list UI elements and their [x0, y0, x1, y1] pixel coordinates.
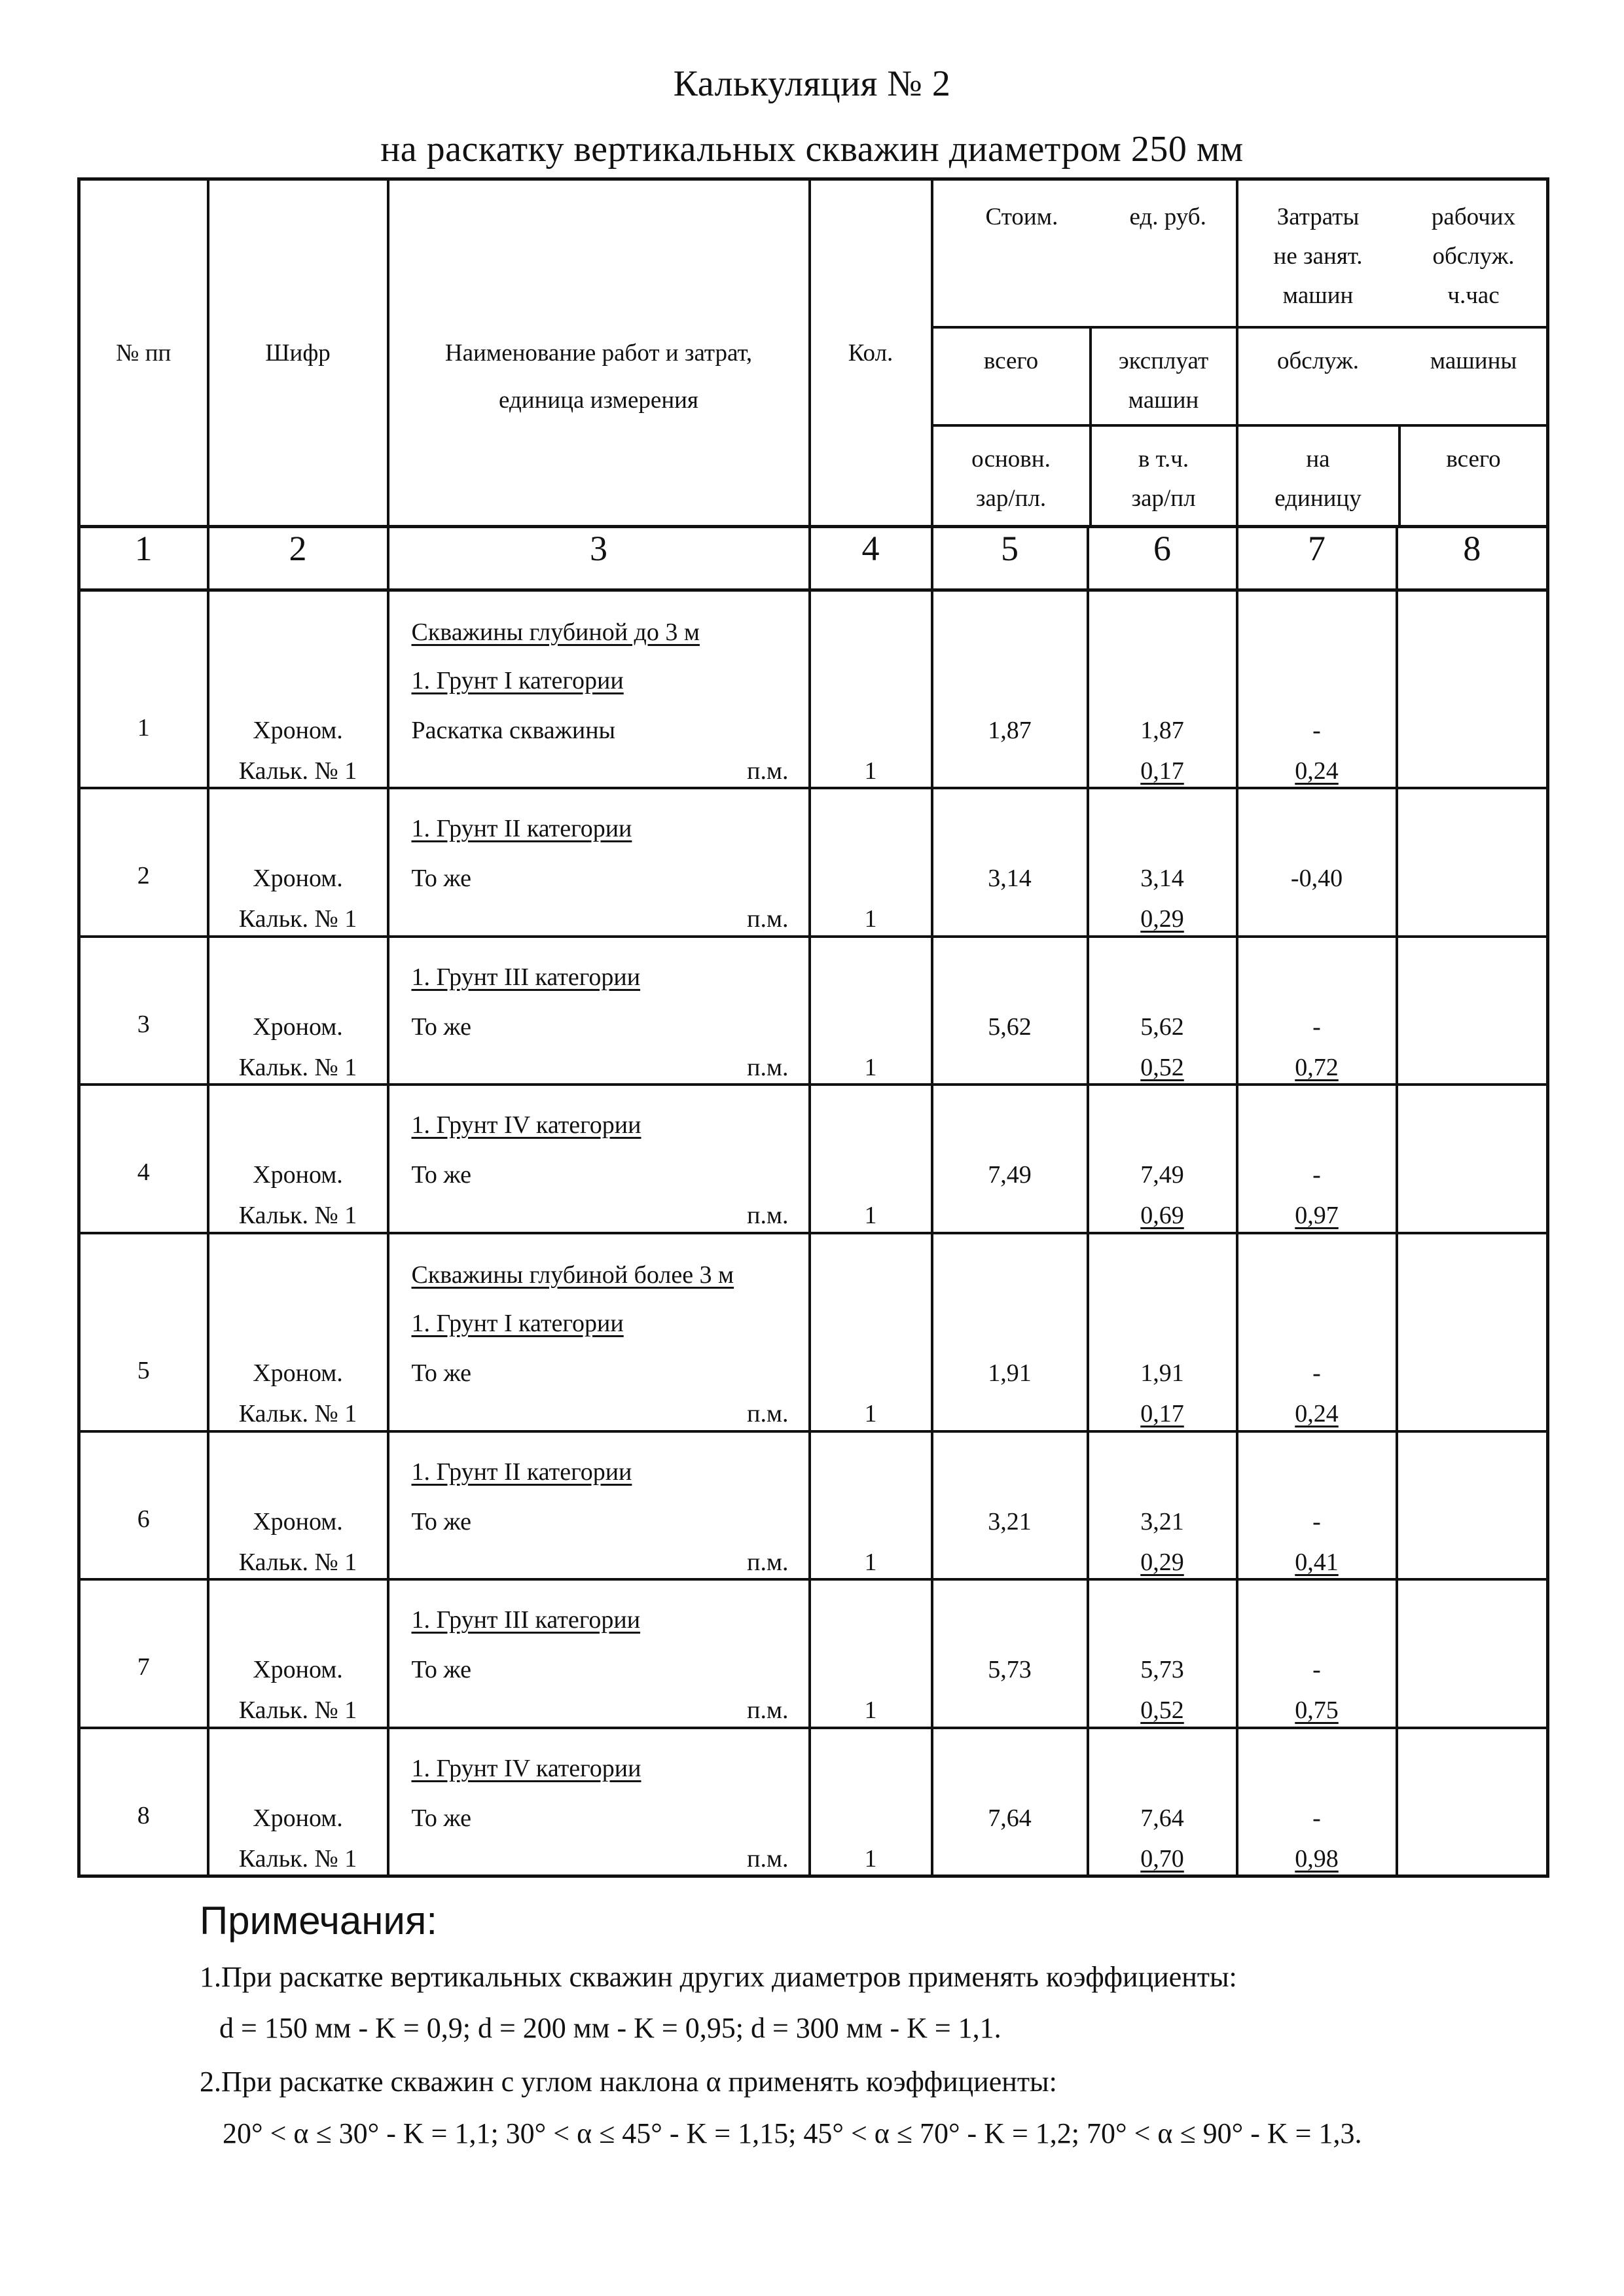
header-vtch-l2: зар/пл	[1131, 485, 1196, 512]
work-name: То же	[411, 1359, 471, 1387]
work-name: То же	[411, 1507, 471, 1535]
cell-num	[79, 1233, 208, 1431]
code-line2: Кальк. № 1	[238, 1548, 357, 1576]
section-title: Скважины глубиной до 3 м	[411, 618, 700, 646]
header-qty: Кол.	[848, 340, 893, 367]
unit: п.м.	[747, 1844, 789, 1873]
soil-category: 1. Грунт III категории	[411, 963, 641, 991]
cell-qty	[810, 1579, 932, 1728]
cell-name	[388, 1233, 810, 1431]
col-number: 7	[1237, 527, 1397, 590]
cell-c8	[1397, 590, 1548, 788]
unit: п.м.	[747, 1696, 789, 1725]
cell-qty	[810, 1431, 932, 1580]
cell-num	[79, 590, 208, 788]
labor-top: -	[1312, 1013, 1321, 1041]
labor-per-unit: 0,24	[1295, 757, 1339, 785]
work-name: Раскатка скважины	[411, 716, 616, 744]
cell-code	[208, 937, 388, 1085]
labor-per-unit: 0,24	[1295, 1399, 1339, 1427]
quantity: 1	[864, 1399, 877, 1427]
header-labor-r1c1: Затраты	[1276, 204, 1360, 230]
col-number: 1	[79, 527, 208, 590]
cell-name	[388, 1431, 810, 1580]
cell-c7	[1237, 1085, 1397, 1233]
cell-c8	[1397, 1579, 1548, 1728]
header-mashiny: машины	[1430, 348, 1517, 374]
header-name-cell	[388, 179, 810, 527]
unit: п.м.	[747, 1053, 789, 1081]
cell-c8	[1397, 788, 1548, 937]
labor-top: -	[1312, 716, 1321, 744]
cell-c5	[932, 1728, 1088, 1876]
header-labor-r3c2: ч.час	[1447, 282, 1500, 309]
document-subtitle: на раскатку вертикальных скважин диаметром 250 мм	[380, 129, 1244, 170]
soil-category: 1. Грунт III категории	[411, 1606, 641, 1634]
header-cost-l2: ед. руб.	[1129, 204, 1206, 230]
cost-machines: 5,73	[1140, 1656, 1184, 1684]
cost-machines: 5,62	[1140, 1013, 1184, 1041]
header-obsl: обслуж.	[1276, 348, 1360, 374]
cell-c5	[932, 937, 1088, 1085]
table-row	[79, 590, 1548, 788]
note-1: 1.При раскатке вертикальных скважин других диаметров применять коэффициенты:	[200, 1961, 1237, 1993]
header-labor-r2c2: обслуж.	[1432, 243, 1515, 270]
cell-c6	[1088, 1579, 1237, 1728]
cell-c7	[1237, 1233, 1397, 1431]
cell-num	[79, 1728, 208, 1876]
cell-qty	[810, 788, 932, 937]
work-name: То же	[411, 1656, 471, 1684]
labor-per-unit: 0,75	[1295, 1696, 1339, 1725]
cost-total: 5,62	[988, 1013, 1032, 1041]
header-labor-r3c1: машин	[1282, 282, 1354, 309]
cell-c5	[932, 1431, 1088, 1580]
cell-c8	[1397, 1431, 1548, 1580]
cell-qty	[810, 1085, 932, 1233]
col-number: 3	[388, 527, 810, 590]
cell-code	[208, 1728, 388, 1876]
cell-c8	[1397, 937, 1548, 1085]
cost-total: 7,64	[988, 1804, 1032, 1832]
cell-c6	[1088, 1728, 1237, 1876]
soil-category: 1. Грунт II категории	[411, 815, 632, 842]
header-num-cell	[79, 179, 208, 527]
code-line2: Кальк. № 1	[238, 1053, 357, 1081]
cell-name	[388, 937, 810, 1085]
cost-machines: 7,64	[1140, 1804, 1184, 1832]
col-number: 8	[1397, 527, 1548, 590]
code-line2: Кальк. № 1	[238, 1202, 357, 1230]
cost-machines: 7,49	[1140, 1161, 1184, 1189]
cost-wage: 0,70	[1140, 1844, 1184, 1873]
labor-per-unit: 0,41	[1295, 1548, 1339, 1576]
header-cost-l1: Стоим.	[985, 204, 1058, 230]
cell-c7	[1237, 788, 1397, 937]
cost-total: 3,14	[988, 865, 1032, 892]
column-numbers-row	[79, 527, 1548, 590]
unit: п.м.	[747, 1399, 789, 1427]
table-row	[79, 1085, 1548, 1233]
header-na-l2: единицу	[1274, 485, 1362, 512]
cell-c5	[932, 1579, 1088, 1728]
row-number: 5	[137, 1356, 150, 1384]
labor-top: -	[1312, 1804, 1321, 1832]
cell-name	[388, 590, 810, 788]
row-number: 7	[137, 1653, 150, 1681]
code-line1: Хроном.	[253, 716, 343, 744]
soil-category: 1. Грунт IV категории	[411, 1754, 641, 1782]
cost-machines: 3,21	[1140, 1507, 1184, 1535]
header-labor-r1c2: рабочих	[1431, 204, 1516, 230]
cell-qty	[810, 1233, 932, 1431]
table-row	[79, 1579, 1548, 1728]
labor-per-unit: 0,72	[1295, 1053, 1339, 1081]
cost-wage: 0,17	[1140, 1399, 1184, 1427]
work-name: То же	[411, 1161, 471, 1189]
work-name: То же	[411, 1804, 471, 1832]
header-num: № пп	[116, 340, 171, 367]
header-expl-l1: эксплуат	[1118, 348, 1209, 374]
code-line2: Кальк. № 1	[238, 1844, 357, 1873]
code-line1: Хроном.	[253, 1359, 343, 1387]
unit: п.м.	[747, 1548, 789, 1576]
soil-category: 1. Грунт I категории	[411, 666, 624, 694]
quantity: 1	[864, 1844, 877, 1873]
cost-wage: 0,52	[1140, 1053, 1184, 1081]
col-number: 5	[932, 527, 1088, 590]
cell-c7	[1237, 1728, 1397, 1876]
cost-machines: 1,91	[1140, 1359, 1184, 1387]
header-qty-cell	[810, 179, 932, 527]
quantity: 1	[864, 757, 877, 785]
col-number: 6	[1088, 527, 1237, 590]
cell-name	[388, 1085, 810, 1233]
header-labor-r2c1: не занят.	[1273, 243, 1363, 270]
cell-c8	[1397, 1085, 1548, 1233]
quantity: 1	[864, 1696, 877, 1725]
row-number: 3	[137, 1010, 150, 1038]
cell-qty	[810, 590, 932, 788]
code-line1: Хроном.	[253, 1656, 343, 1684]
code-line1: Хроном.	[253, 865, 343, 892]
cell-qty	[810, 937, 932, 1085]
cost-total: 1,91	[988, 1359, 1032, 1387]
unit: п.м.	[747, 905, 789, 933]
header-osn-l1: основн.	[971, 446, 1051, 473]
header-name-line1: Наименование работ и затрат,	[444, 340, 753, 367]
cell-code	[208, 1085, 388, 1233]
work-name: То же	[411, 1013, 471, 1041]
cell-c8	[1397, 1233, 1548, 1431]
code-line1: Хроном.	[253, 1013, 343, 1041]
cost-wage: 0,29	[1140, 1548, 1184, 1576]
notes-heading: Примечания:	[200, 1899, 438, 1943]
row-number: 8	[137, 1801, 150, 1829]
cell-code	[208, 788, 388, 937]
quantity: 1	[864, 905, 877, 933]
table-row	[79, 1431, 1548, 1580]
table-row	[79, 937, 1548, 1085]
soil-category: 1. Грунт IV категории	[411, 1111, 641, 1139]
cost-machines: 3,14	[1140, 865, 1184, 892]
header-cost-cell	[932, 179, 1237, 527]
labor-top: -	[1312, 1507, 1321, 1535]
header-vtch-l1: в т.ч.	[1138, 446, 1189, 473]
table-row	[79, 788, 1548, 937]
code-line2: Кальк. № 1	[238, 905, 357, 933]
code-line2: Кальк. № 1	[238, 757, 357, 785]
note-1-values: d = 150 мм - K = 0,9; d = 200 мм - K = 0,95; d = 300 мм - K = 1,1.	[219, 2012, 1001, 2044]
cell-c7	[1237, 590, 1397, 788]
cell-c6	[1088, 937, 1237, 1085]
code-line1: Хроном.	[253, 1804, 343, 1832]
soil-category: 1. Грунт II категории	[411, 1458, 632, 1486]
calculation-table	[77, 177, 1549, 1878]
cell-c7	[1237, 937, 1397, 1085]
labor-per-unit: 0,97	[1295, 1202, 1339, 1230]
row-number: 4	[137, 1158, 150, 1187]
cell-c5	[932, 590, 1088, 788]
cell-num	[79, 937, 208, 1085]
work-name: То же	[411, 865, 471, 892]
header-osn-l2: зар/пл.	[975, 485, 1047, 512]
labor-top: -0,40	[1290, 865, 1343, 892]
table-row	[79, 1233, 1548, 1431]
soil-category: 1. Грунт I категории	[411, 1309, 624, 1337]
cell-code	[208, 1431, 388, 1580]
note-2-values: 20° < α ≤ 30° - K = 1,1; 30° < α ≤ 45° - K = 1,15; 45° < α ≤ 70° - K = 1,2; 70° < α ≤ 90° - K = 1,3.	[223, 2117, 1362, 2149]
document-title: Калькуляция № 2	[673, 63, 951, 104]
cell-c8	[1397, 1728, 1548, 1876]
header-total: всего	[983, 348, 1039, 374]
cell-c7	[1237, 1579, 1397, 1728]
cell-qty	[810, 1728, 932, 1876]
cell-num	[79, 1085, 208, 1233]
code-line1: Хроном.	[253, 1161, 343, 1189]
labor-top: -	[1312, 1656, 1321, 1684]
cost-total: 7,49	[988, 1161, 1032, 1189]
code-line2: Кальк. № 1	[238, 1399, 357, 1427]
note-2: 2.При раскатке скважин с углом наклона α применять коэффициенты:	[200, 2066, 1057, 2098]
header-expl-l2: машин	[1128, 387, 1199, 414]
cost-wage: 0,69	[1140, 1202, 1184, 1230]
code-line1: Хроном.	[253, 1507, 343, 1535]
cell-c5	[932, 1085, 1088, 1233]
col-number: 4	[810, 527, 932, 590]
labor-per-unit: 0,98	[1295, 1844, 1339, 1873]
header-code-cell	[208, 179, 388, 527]
unit: п.м.	[747, 1202, 789, 1230]
cost-wage: 0,52	[1140, 1696, 1184, 1725]
table-row	[79, 1728, 1548, 1876]
cost-wage: 0,29	[1140, 905, 1184, 933]
cell-name	[388, 788, 810, 937]
cell-c6	[1088, 1431, 1237, 1580]
col-number: 2	[208, 527, 388, 590]
cell-c6	[1088, 788, 1237, 937]
cost-wage: 0,17	[1140, 757, 1184, 785]
quantity: 1	[864, 1202, 877, 1230]
row-number: 1	[137, 713, 150, 742]
section-title: Скважины глубиной более 3 м	[411, 1261, 734, 1289]
cell-num	[79, 1431, 208, 1580]
header-name-line2: единица измерения	[499, 387, 698, 414]
cost-machines: 1,87	[1140, 716, 1184, 744]
cost-total: 3,21	[988, 1507, 1032, 1535]
cell-c5	[932, 788, 1088, 937]
cost-total: 5,73	[988, 1656, 1032, 1684]
cell-name	[388, 1728, 810, 1876]
unit: п.м.	[747, 757, 789, 785]
cell-c6	[1088, 1085, 1237, 1233]
row-number: 6	[137, 1505, 150, 1533]
cell-name	[388, 1579, 810, 1728]
cell-c6	[1088, 590, 1237, 788]
cost-total: 1,87	[988, 716, 1032, 744]
cell-code	[208, 1579, 388, 1728]
cell-code	[208, 1233, 388, 1431]
header-vsego: всего	[1446, 446, 1501, 473]
cell-num	[79, 788, 208, 937]
header-code: Шифр	[265, 340, 331, 367]
labor-top: -	[1312, 1359, 1321, 1387]
header-na-l1: на	[1306, 446, 1330, 473]
cell-code	[208, 590, 388, 788]
labor-top: -	[1312, 1161, 1321, 1189]
row-number: 2	[137, 862, 150, 889]
quantity: 1	[864, 1053, 877, 1081]
cell-num	[79, 1579, 208, 1728]
header-labor-cell	[1237, 179, 1548, 527]
cell-c5	[932, 1233, 1088, 1431]
code-line2: Кальк. № 1	[238, 1696, 357, 1725]
cell-c6	[1088, 1233, 1237, 1431]
quantity: 1	[864, 1548, 877, 1576]
cell-c7	[1237, 1431, 1397, 1580]
